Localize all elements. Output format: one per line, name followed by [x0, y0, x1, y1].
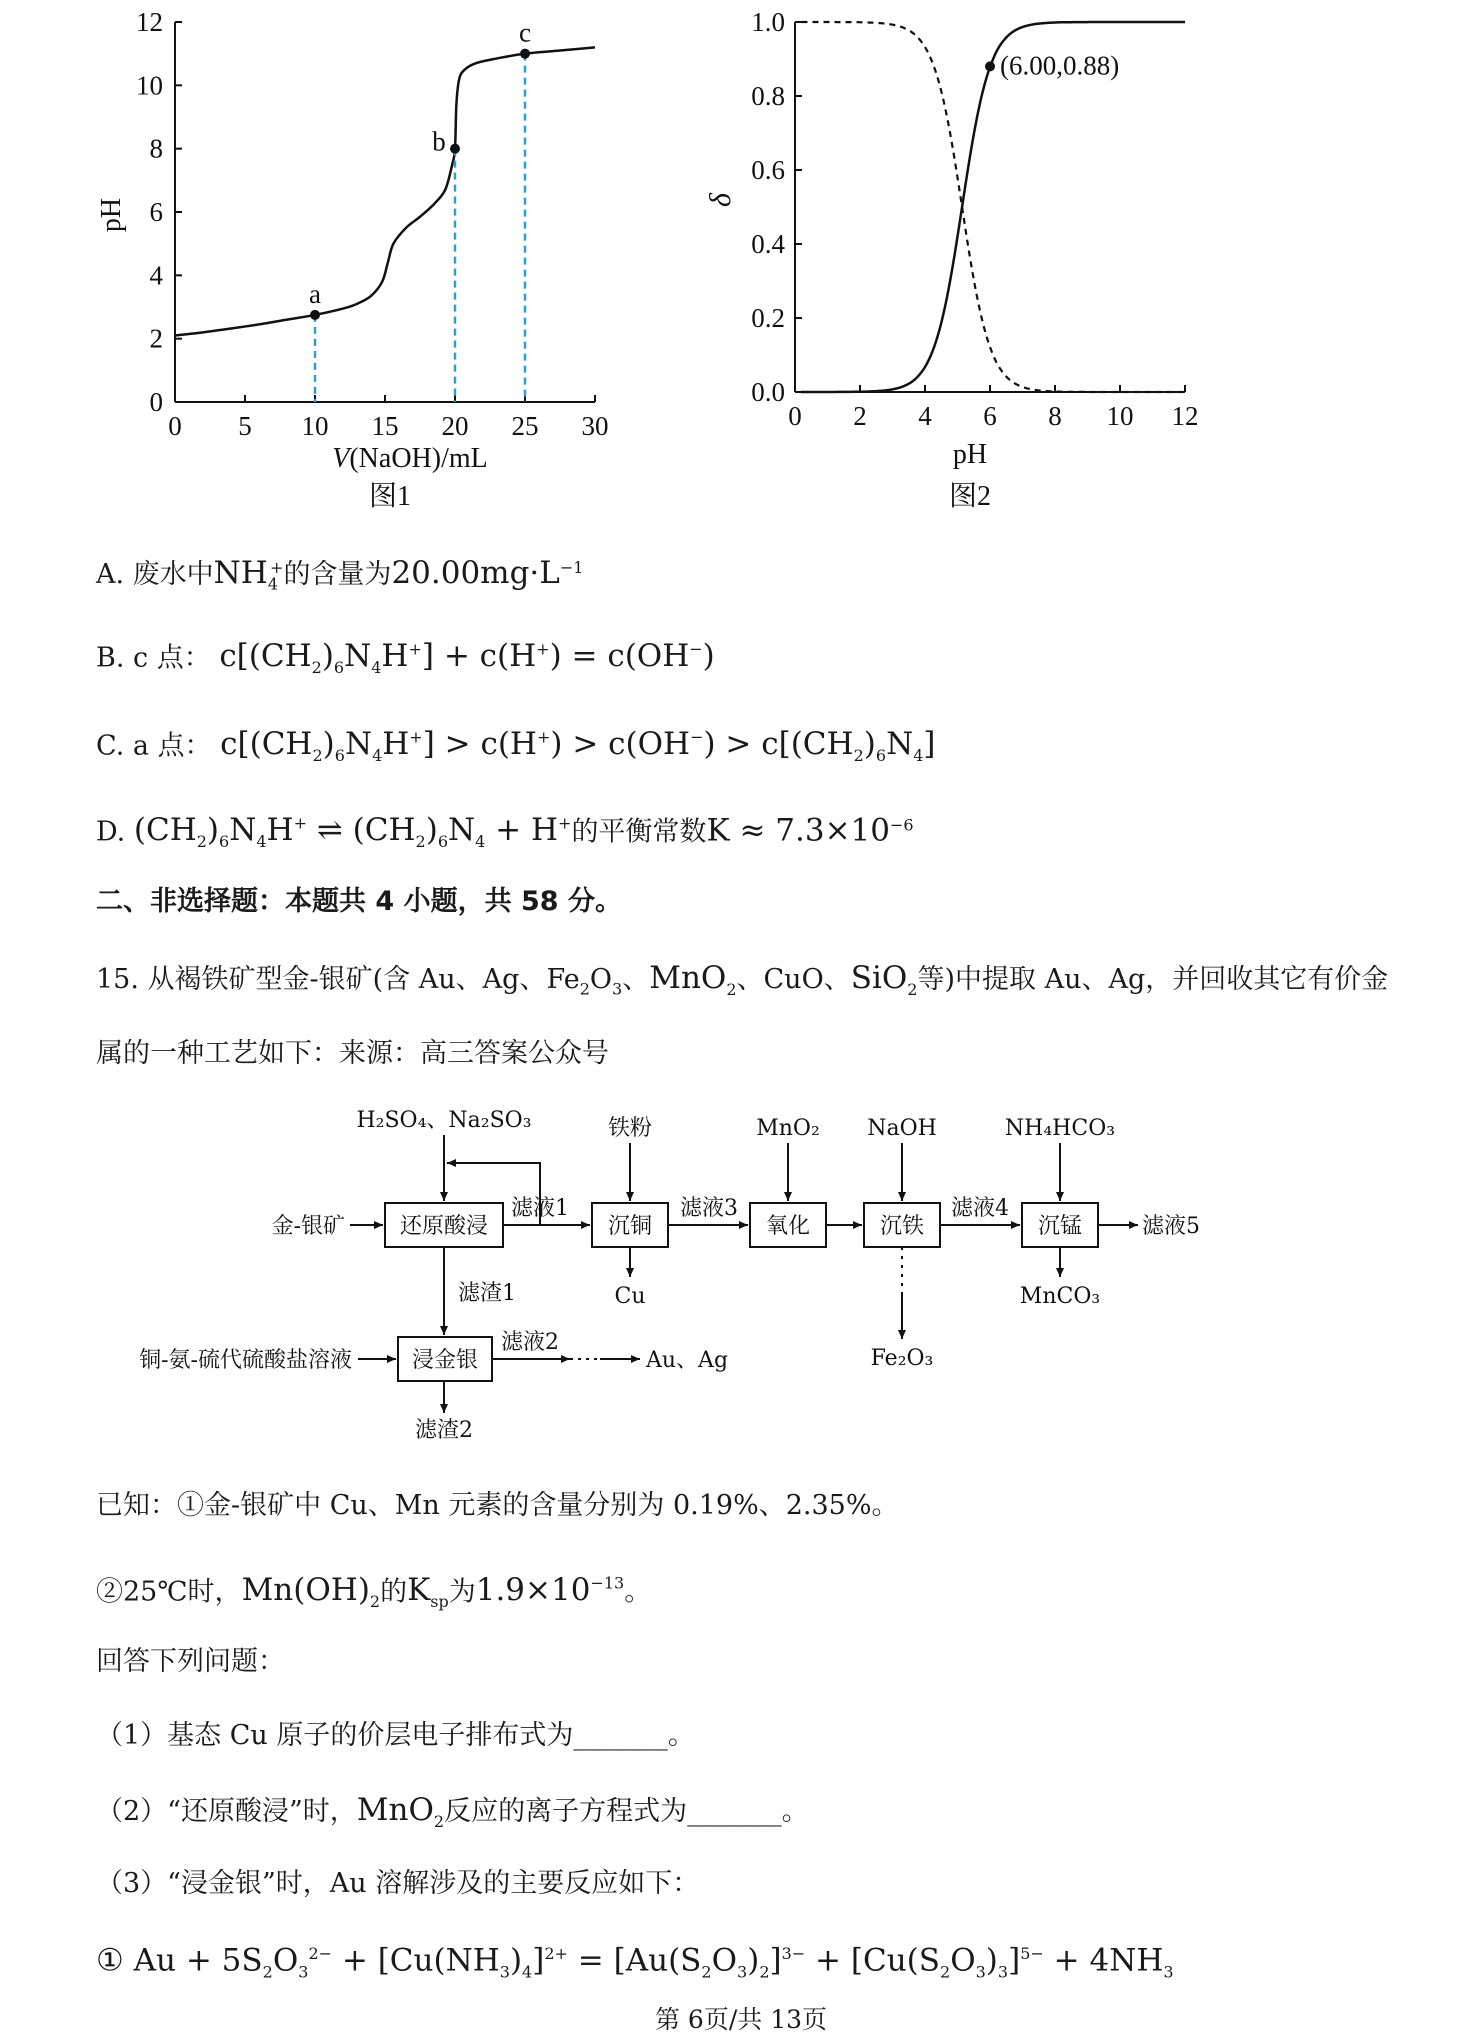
page-footer: 第 6页/共 13页	[654, 2005, 828, 2034]
question-1: （1）基态 Cu 原子的价层电子排布式为_______。	[96, 1720, 695, 1751]
figure-1-point-b	[450, 144, 460, 154]
answer-intro: 回答下列问题：	[96, 1646, 285, 1677]
figure-1-point-label-a: a	[309, 278, 321, 309]
q15-mno2: MnO$_2$	[649, 960, 737, 1000]
figure-2-x-tick-label: 2	[853, 401, 867, 431]
option-c-equation: $c[(CH_2)_6N_4H^+] > c(H^+) > c(OH^-) > c[(CH_2)_6N_4]$	[220, 726, 936, 766]
box-manganese-label: 沉锰	[1037, 1214, 1083, 1239]
figure-2-caption: 图2	[948, 481, 992, 512]
figure-2-y-tick-label: 0.0	[751, 377, 785, 407]
figure-1-plot-area	[136, 7, 609, 441]
figure-1-ylabel: pH	[96, 197, 127, 233]
figure-2-y-tick-label: 0.4	[751, 229, 785, 259]
label-au-ag: Au、Ag	[646, 1348, 729, 1373]
mn-oh2-formula: $Mn(OH)_2$	[241, 1572, 381, 1612]
box-copper-label: 沉铜	[607, 1214, 653, 1239]
figure-1-x-tick-label: 10	[301, 411, 329, 441]
input-iron-powder: 铁粉	[607, 1116, 653, 1141]
ksp-symbol: $K_{sp}$	[407, 1572, 449, 1612]
question-15-line-1: 15. 从褐铁矿型金-银矿(含 Au、Ag、$Fe_2O_3$、MnO$_2$、CuO、SiO$_2$等)中提取 Au、Ag，并回收其它有价金	[96, 960, 1389, 1000]
question-3: （3）“浸金银”时，Au 溶解涉及的主要反应如下：	[96, 1868, 700, 1899]
figure-1-point-label-c: c	[519, 17, 531, 48]
label-filtrate-3: 滤液3	[680, 1196, 738, 1221]
box-gold-label: 浸金银	[411, 1348, 479, 1373]
option-a: A. 废水中$NH_4^+$的含量为$20.00mg\cdot L^{-1}$	[96, 555, 584, 594]
q15-sio2: SiO$_2$	[850, 960, 918, 1000]
figure-1-y-tick-label: 12	[136, 7, 163, 37]
input-solution: 铜-氨-硫代硫酸盐溶液	[139, 1348, 352, 1373]
figure-2-falling-curve	[802, 22, 1186, 392]
input-mno2: MnO₂	[756, 1116, 820, 1141]
box-iron-label: 沉铁	[879, 1214, 925, 1239]
option-b: B. c 点： $c[(CH_2)_6N_4H^+] + c(H^+) = c(OH^-)$	[96, 638, 715, 678]
figure-1-x-tick-label: 5	[238, 411, 252, 441]
figure-2-xlabel: pH	[952, 439, 988, 470]
figure-1-x-tick-label: 20	[441, 411, 469, 441]
option-d: D. $(CH_2)_6N_4H^+$ ⇌ $(CH_2)_6N_4 + H^+$的平衡常数$K \approx 7.3\times 10^{-6}$	[96, 812, 914, 852]
figure-1-titration-chart	[96, 0, 620, 520]
figure-2-x-tick-label: 10	[1106, 401, 1134, 431]
label-filtrate-1: 滤液1	[511, 1196, 569, 1221]
figure-1-y-tick-label: 2	[149, 323, 163, 354]
figure-1-x-tick-label: 15	[371, 411, 399, 441]
box-leach-label: 还原酸浸	[399, 1214, 489, 1239]
figure-1-xlabel: V(NaOH)/mL	[332, 443, 488, 474]
label-filtrate-4: 滤液4	[951, 1196, 1009, 1221]
figure-2-y-tick-label: 1.0	[751, 7, 785, 37]
option-d-equation: $(CH_2)_6N_4H^+$ ⇌ $(CH_2)_6N_4 + H^+$	[133, 812, 572, 852]
input-ore: 金-银矿	[271, 1214, 345, 1239]
figure-1-x-tick-label: 30	[581, 411, 609, 441]
q2-mno2: MnO$_2$	[356, 1792, 445, 1832]
process-flowchart	[139, 1095, 1240, 1465]
option-c: C. a 点： $c[(CH_2)_6N_4H^+] > c(H^+) > c(OH^-) > c[(CH_2)_6N_4]$	[96, 726, 936, 766]
label-filtrate-5: 滤液5	[1142, 1214, 1200, 1239]
known-2: ②25℃时，$Mn(OH)_2$的$K_{sp}$为$1.9\times 10^{-13}$。	[96, 1572, 652, 1612]
label-fe2o3: Fe₂O₃	[870, 1346, 934, 1371]
figure-2-y-tick-label: 0.2	[751, 303, 785, 333]
figure-1-point-label-b: b	[432, 126, 446, 157]
figure-2-x-tick-label: 12	[1171, 401, 1199, 431]
section-heading: 二、非选择题：本题共 4 小题，共 58 分。	[96, 886, 622, 917]
figure-2-y-tick-label: 0.6	[751, 155, 785, 185]
figure-2-y-tick-label: 0.8	[751, 81, 785, 111]
figure-1-y-tick-label: 0	[149, 387, 163, 417]
input-nh4hco3: NH₄HCO₃	[1004, 1116, 1116, 1141]
figure-2-x-tick-label: 6	[983, 401, 997, 431]
question-15-line-2: 属的一种工艺如下：来源：高三答案公众号	[96, 1038, 609, 1069]
known-1: 已知：①金-银矿中 Cu、Mn 元素的含量分别为 0.19%、2.35%。	[96, 1490, 899, 1521]
q15-fe2o3: $Fe_2O_3$	[546, 964, 623, 999]
figure-1-y-tick-label: 4	[149, 260, 163, 291]
label-residue-2: 滤渣2	[415, 1418, 473, 1443]
figure-2-x-tick-label: 8	[1048, 401, 1062, 431]
figure-1-x-tick-label: 25	[511, 411, 539, 441]
figure-2-marked-point	[985, 61, 995, 71]
figure-2-ylabel: δ	[704, 193, 737, 207]
label-filtrate-2: 滤液2	[501, 1330, 559, 1355]
figure-2-point-label: (6.00,0.88)	[1000, 50, 1120, 81]
figure-1-x-tick-label: 0	[168, 411, 182, 441]
figure-2-plot-area	[751, 7, 1198, 431]
figure-1-y-tick-label: 10	[136, 70, 163, 101]
figure-2-distribution-chart	[704, 0, 1210, 520]
figure-2-x-tick-label: 0	[788, 401, 802, 431]
label-mnco3: MnCO₃	[1019, 1284, 1101, 1309]
figure-1-point-a	[310, 310, 320, 320]
figure-2-x-tick-label: 4	[918, 401, 932, 431]
input-naoh: NaOH	[867, 1116, 937, 1141]
figure-1-titration-curve	[175, 47, 595, 335]
input-top-reagent: H₂SO₄、Na₂SO₃	[356, 1108, 532, 1133]
figure-1-point-c	[520, 49, 530, 59]
reaction-1: ① $Au + 5S_2O_3^{2-} + [Cu(NH_3)_4]^{2+} = [Au(S_2O_3)_2]^{3-} + [Cu(S_2O_3)_3]^{5-} + 4NH_3$	[96, 1942, 1174, 1982]
figure-1-caption: 图1	[368, 481, 412, 512]
question-2: （2）“还原酸浸”时，MnO$_2$反应的离子方程式为_______。	[96, 1792, 809, 1832]
figure-2-rising-curve	[802, 22, 1186, 392]
option-b-equation: $c[(CH_2)_6N_4H^+] + c(H^+) = c(OH^-)$	[219, 638, 715, 678]
label-residue-1: 滤渣1	[458, 1281, 516, 1306]
label-cu: Cu	[614, 1284, 646, 1309]
figure-1-y-tick-label: 8	[149, 133, 163, 164]
ksp-value: $1.9\times 10^{-13}$	[475, 1572, 625, 1609]
box-oxidize-label: 氧化	[765, 1214, 811, 1239]
figure-1-y-tick-label: 6	[149, 197, 163, 227]
